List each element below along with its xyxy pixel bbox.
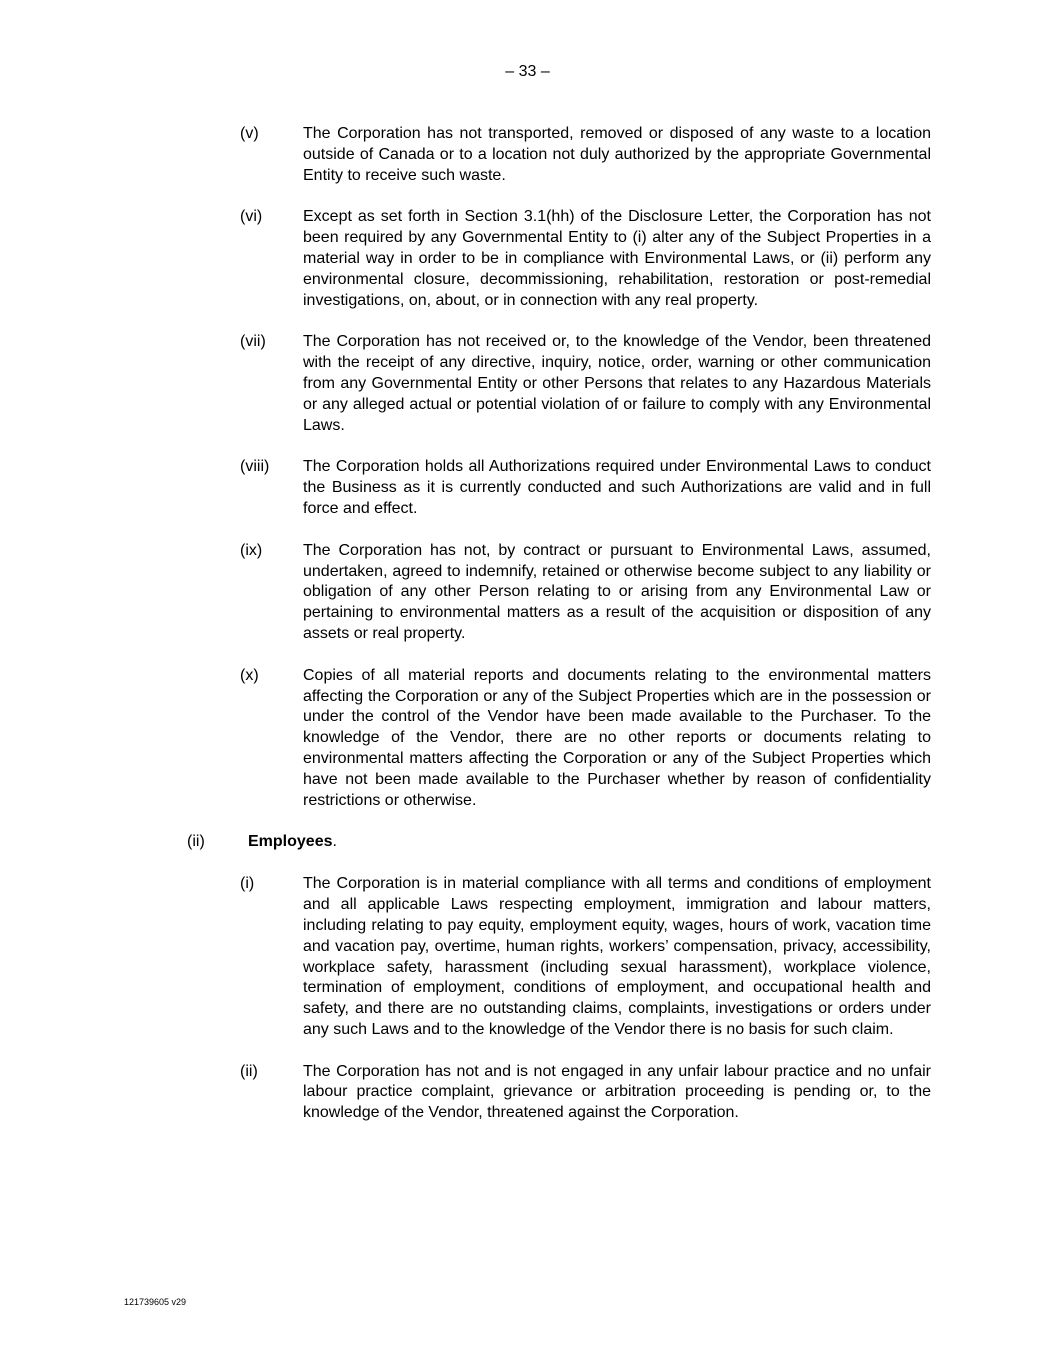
item-number: (i)	[240, 875, 255, 893]
item-text: The Corporation has not transported, removed or disposed of any waste to a location outside of Canada or to a location not duly authorized by the appropriate Governmental Entity to receive such waste.	[303, 125, 931, 184]
environmental-item-ix	[0, 541, 1055, 645]
item-text: The Corporation holds all Authorizations required under Environmental Laws to conduct the Business as it is currently conducted and such Authorizations are valid and in full force and effect.	[303, 458, 931, 517]
item-text: The Corporation has not and is not engaged in any unfair labour practice and no unfair labour practice complaint, grievance or arbitration proceeding is pending or, to the knowledge of the Vendor, threatened against the Corporation.	[303, 1062, 931, 1122]
employees-item-ii	[0, 1062, 1055, 1124]
employees-item-i	[0, 874, 1055, 1040]
environmental-item-x	[0, 666, 1055, 812]
environmental-item-v	[0, 124, 1055, 186]
item-number: (viii)	[240, 458, 270, 476]
section-title-suffix: .	[332, 833, 337, 851]
environmental-item-vii	[0, 332, 1055, 436]
environmental-item-vi	[0, 207, 1055, 311]
section-title	[248, 832, 337, 853]
page-number: – 33 –	[505, 63, 550, 80]
item-text: The Corporation has not received or, to the knowledge of the Vendor, been threatened with the receipt of any directive, inquiry, notice, order, warning or other communication from any Governmental Entity or other Persons that relates to any Hazardous Materials or any alleged actual or potential violation of or failure to comply with any Environmental Laws.	[303, 333, 931, 434]
item-text: The Corporation has not, by contract or pursuant to Environmental Laws, assumed, undertaken, agreed to indemnify, retained or otherwise become subject to any liability or obligation of any other Person relating to or arising from any Environmental Law or pertaining to environmental matters as a result of the acquisition or disposition of any assets or real property.	[303, 541, 931, 642]
item-number: (vii)	[240, 333, 266, 351]
section-title-text: Employees	[248, 833, 333, 851]
document-id: 121739605 v29	[124, 1297, 187, 1307]
employees-section-heading	[0, 832, 1055, 853]
item-number: (v)	[240, 125, 259, 142]
item-text: The Corporation is in material compliance with all terms and conditions of employment and all applicable Laws respecting employment, immigration and labour matters, including relating to pay equity, employment equity, wages, hours of work, vacation time and vacation pay, overtime, human rights, workers’ compensation, privacy, accessibility, workplace safety, harassment (including sexual harassment), workplace violence, termination of employment, conditions of employment, and occupational health and safety, and there are no outstanding claims, complaints, investigations or orders under any such Laws and to the knowledge of the Vendor there is no basis for such claim.	[303, 875, 931, 1038]
section-number: (ii)	[187, 833, 205, 851]
item-number: (x)	[240, 666, 259, 684]
item-number: (ix)	[240, 541, 263, 559]
item-number: (ii)	[240, 1062, 258, 1080]
item-number: (vi)	[240, 208, 263, 226]
environmental-item-viii	[0, 457, 1055, 519]
item-text: Copies of all material reports and documents relating to the environmental matters affecting the Corporation or any of the Subject Properties which are in the possession or under the control of the Vendor have been made available to the Purchaser. To the knowledge of the Vendor, there are no other reports or documents relating to environmental matters affecting the Corporation or any of the Subject Properties which have not been made available to the Purchaser whether by reason of confidentiality restrictions or otherwise.	[303, 666, 931, 809]
item-text: Except as set forth in Section 3.1(hh) of the Disclosure Letter, the Corporation has not been required by any Governmental Entity to (i) alter any of the Subject Properties in a material way in order to be in compliance with Environmental Laws, or (ii) perform any environmental closure, decommissioning, rehabilitation, restoration or post-remedial investigations, on, about, or in connection with any real property.	[303, 208, 931, 309]
document-body	[0, 124, 1055, 1145]
